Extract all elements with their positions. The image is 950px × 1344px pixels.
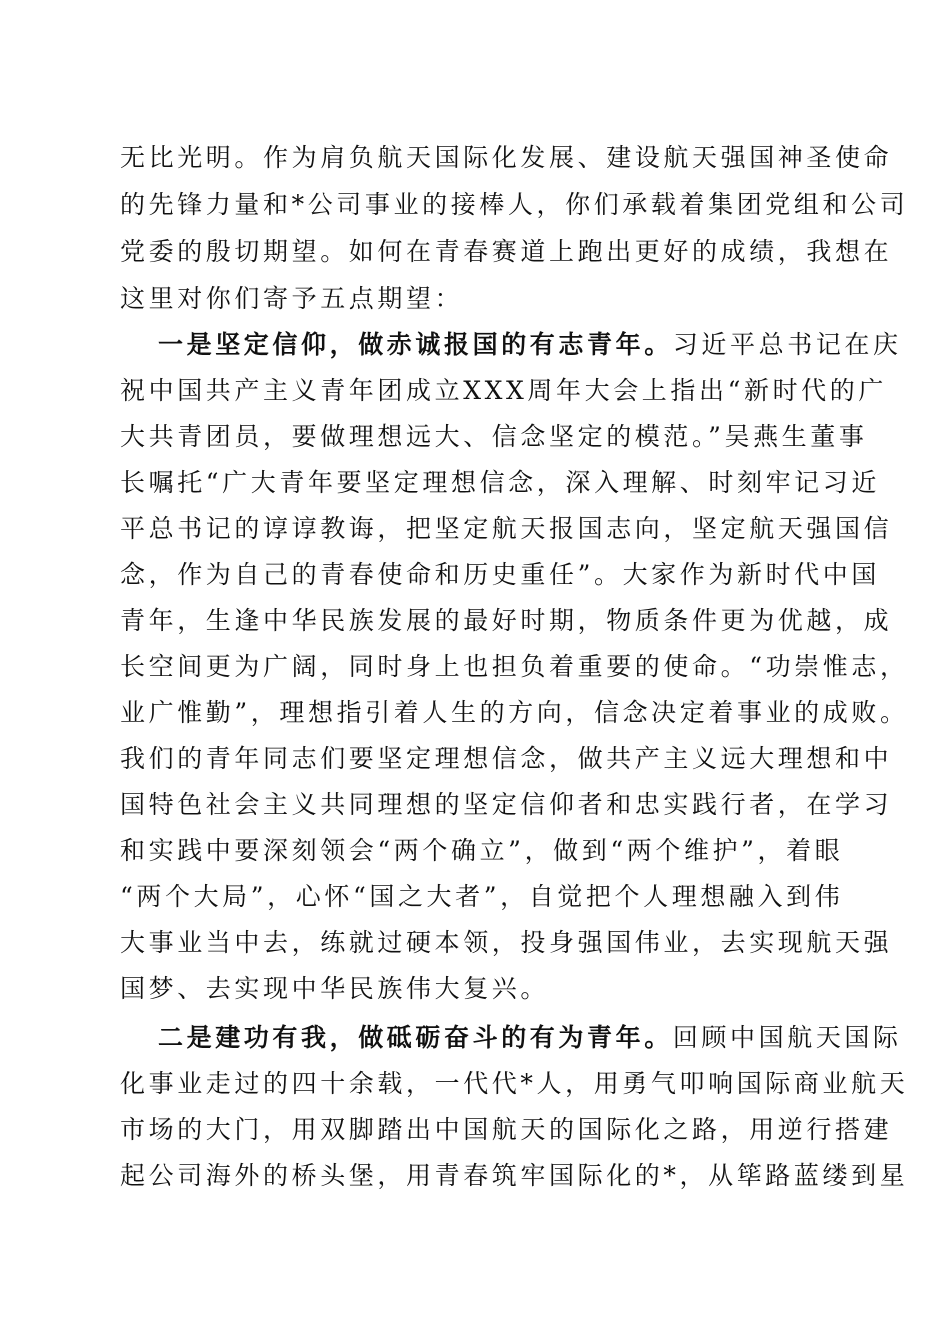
paragraph-line: 国梦、去实现中华民族伟大复兴。 [120, 974, 550, 1003]
paragraph-line: 业广惟勤”，理想指引着人生的方向，信念决定着事业的成败。 [120, 698, 909, 727]
paragraph-line: 国特色社会主义共同理想的坚定信仰者和忠实践行者，在学习 [120, 790, 893, 819]
paragraph-line: 的先锋力量和*公司事业的接棒人，你们承载着集团党组和公司 [120, 190, 909, 219]
paragraph-line: 起公司海外的桥头堡，用青春筑牢国际化的*，从筚路蓝缕到星 [120, 1161, 909, 1190]
paragraph-line: 大共青团员，要做理想远大、信念坚定的模范。”吴燕生董事 [120, 422, 868, 451]
point-two-line [158, 1015, 902, 1061]
paragraph-line: 无比光明。作为肩负航天国际化发展、建设航天强国神圣使命 [120, 143, 893, 172]
paragraph-line: 长嘱托“广大青年要坚定理想信念，深入理解、时刻牢记习近 [120, 468, 880, 497]
point-one-heading: 一是坚定信仰，做赤诚报国的有志青年。 [158, 330, 673, 359]
paragraph-line: 我们的青年同志们要坚定理想信念，做共产主义远大理想和中 [120, 744, 893, 773]
paragraph-line: 化事业走过的四十余载，一代代*人，用勇气叩响国际商业航天 [120, 1069, 909, 1098]
point-one-line [158, 322, 902, 368]
paragraph-line: 青年，生逢中华民族发展的最好时期，物质条件更为优越，成 [120, 606, 893, 635]
paragraph-line: “两个大局”，心怀“国之大者”，自觉把个人理想融入到伟 [120, 882, 844, 911]
point-two-text: 回顾中国航天国际 [672, 1023, 902, 1052]
paragraph-line: 这里对你们寄予五点期望： [120, 284, 464, 313]
point-one-text: 习近平总书记在庆 [672, 330, 902, 359]
point-two-heading: 二是建功有我，做砥砺奋斗的有为青年。 [158, 1023, 673, 1052]
paragraph-line: 党委的殷切期望。如何在青春赛道上跑出更好的成绩，我想在 [120, 237, 893, 266]
paragraph-line: 念，作为自己的青春使命和历史重任”。大家作为新时代中国 [120, 560, 880, 589]
paragraph-line: 和实践中要深刻领会“两个确立”，做到“两个维护”，着眼 [120, 836, 844, 865]
paragraph-line: 大事业当中去，练就过硬本领，投身强国伟业，去实现航天强 [120, 928, 893, 957]
paragraph-line: 祝中国共产主义青年团成立XXX周年大会上指出“新时代的广 [120, 376, 887, 405]
paragraph-line: 长空间更为广阔，同时身上也担负着重要的使命。“功崇惟志， [120, 652, 909, 681]
paragraph-line: 平总书记的谆谆教诲，把坚定航天报国志向，坚定航天强国信 [120, 514, 893, 543]
paragraph-line: 市场的大门，用双脚踏出中国航天的国际化之路，用逆行搭建 [120, 1115, 893, 1144]
